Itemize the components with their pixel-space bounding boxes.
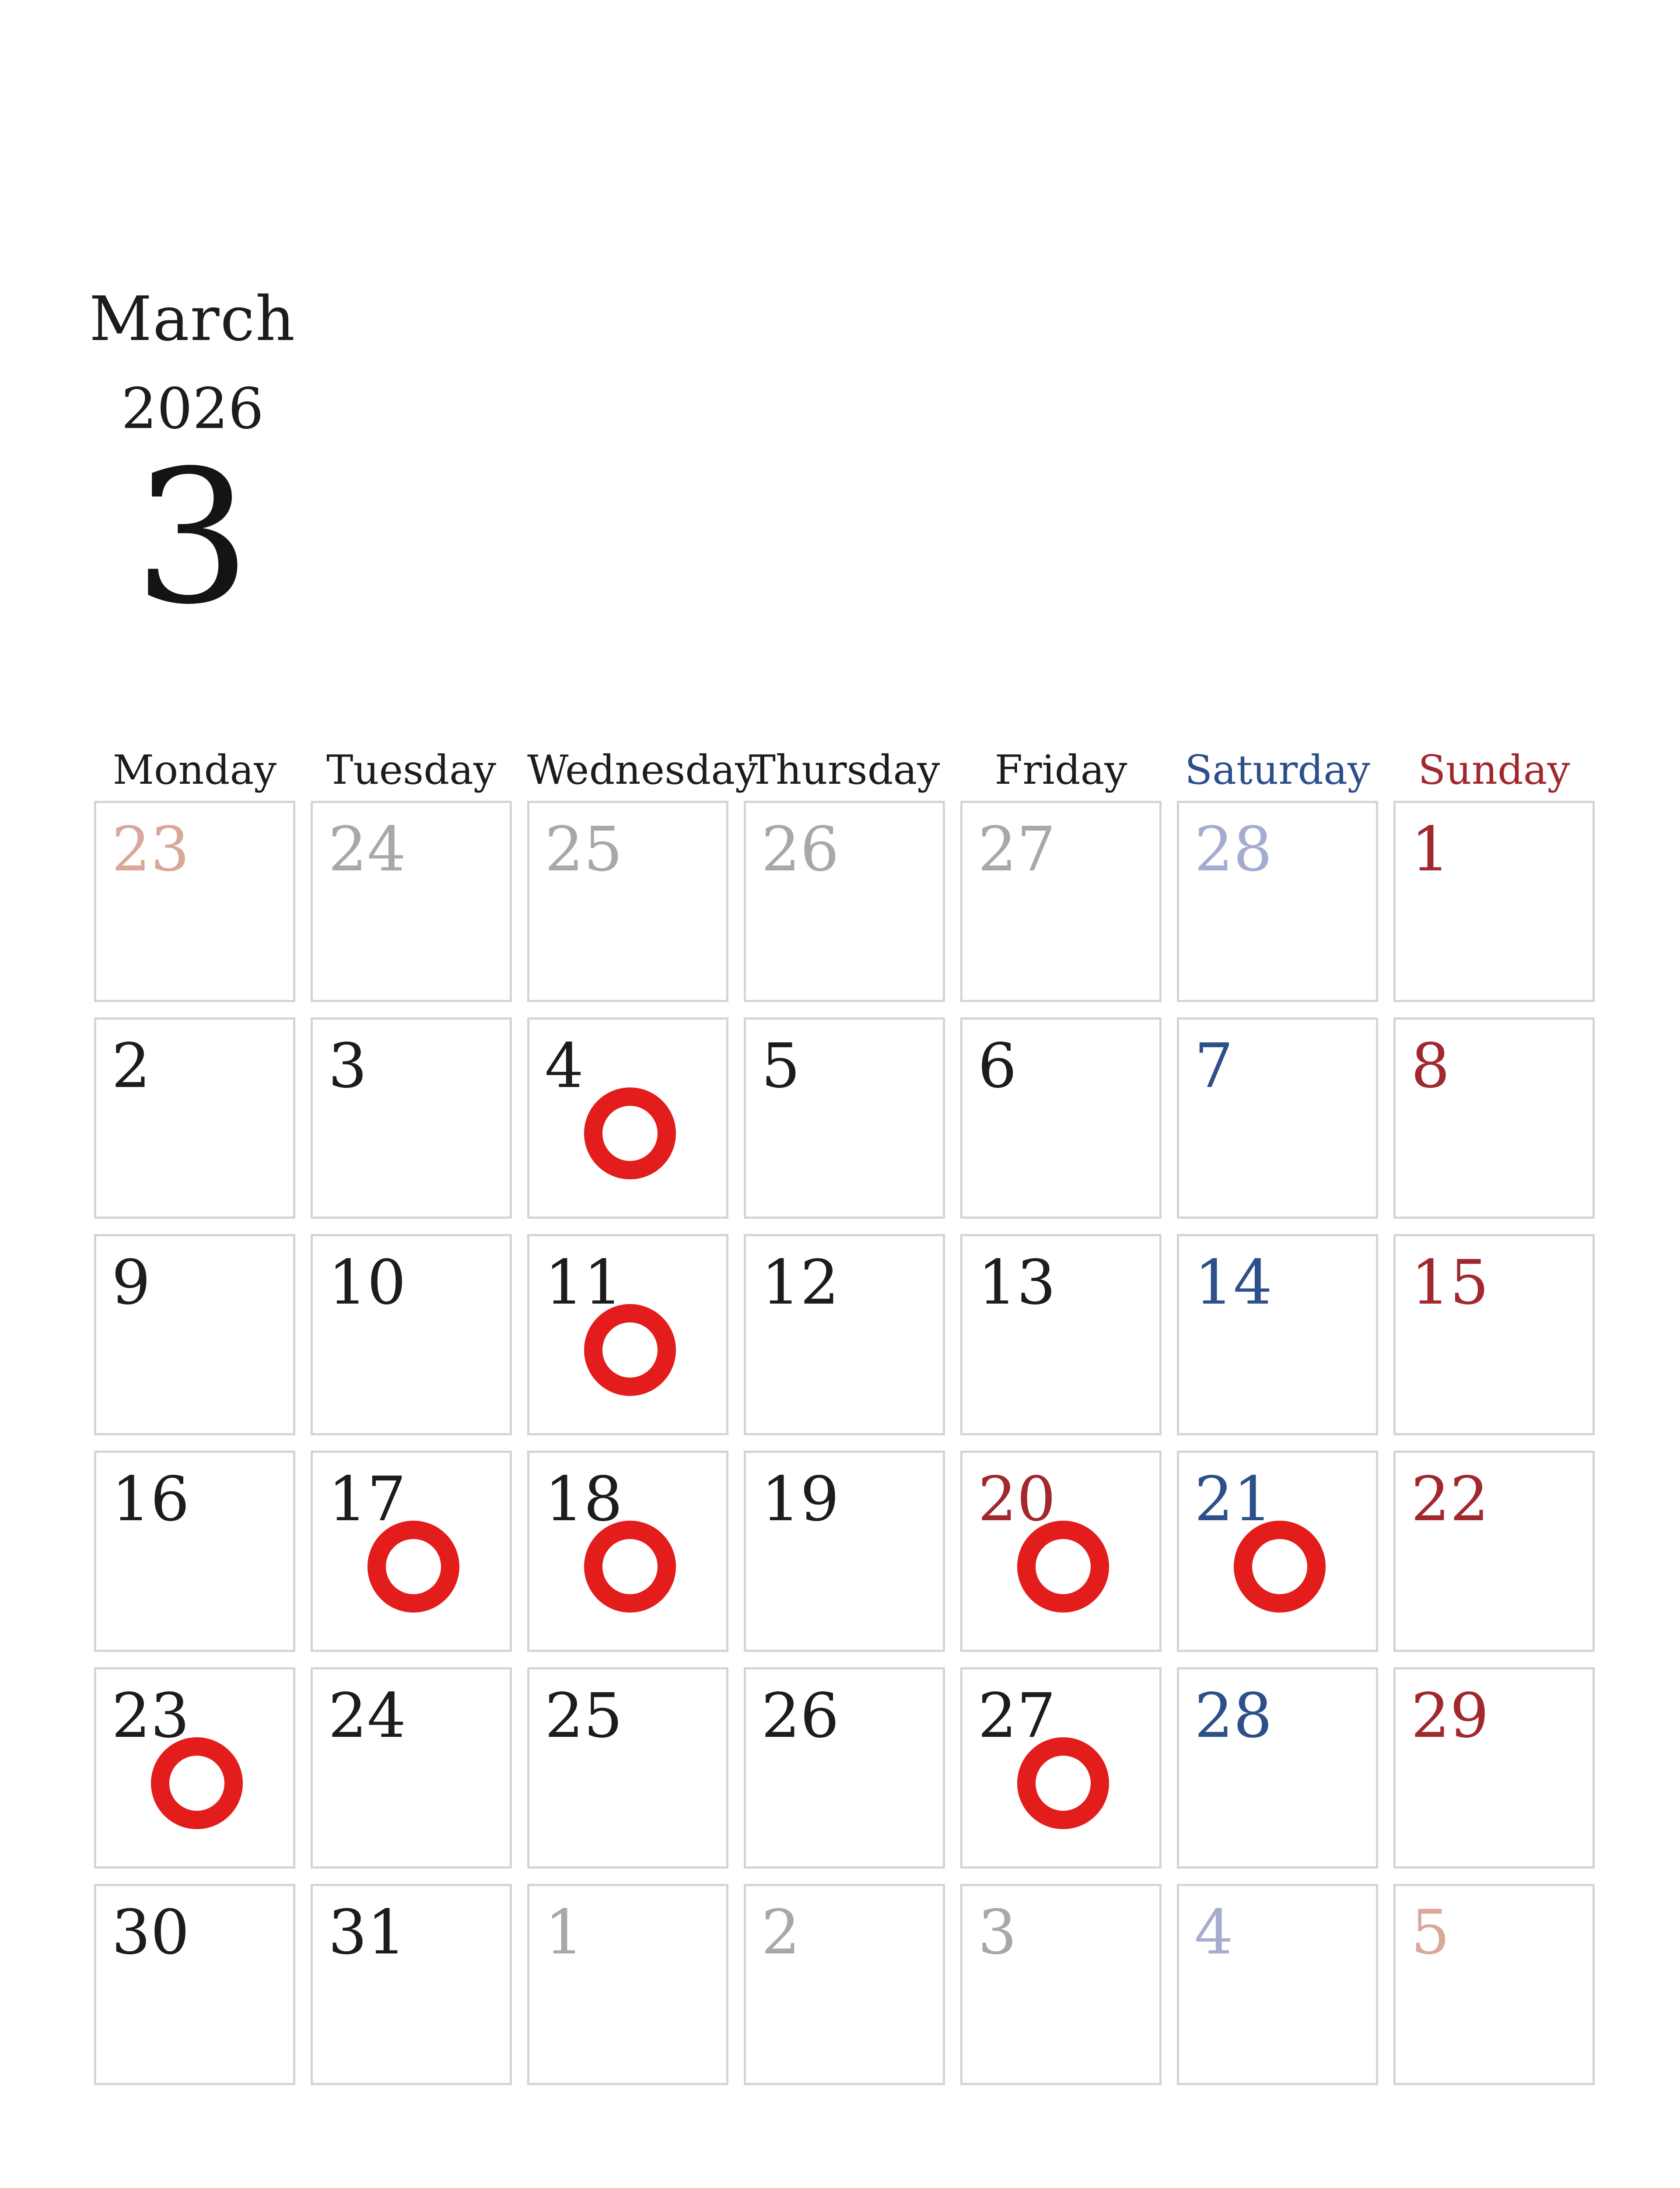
circle-mark-icon bbox=[1234, 1521, 1326, 1613]
day-cell[interactable] bbox=[960, 1884, 1162, 2085]
day-cell[interactable] bbox=[744, 1667, 945, 1869]
day-cell[interactable] bbox=[527, 1451, 728, 1652]
day-cell[interactable] bbox=[94, 1884, 295, 2085]
day-cell[interactable] bbox=[1393, 801, 1595, 1002]
weekday-wednesday: Wednesday bbox=[527, 747, 758, 793]
day-cell[interactable] bbox=[94, 1667, 295, 1869]
circle-mark-icon bbox=[368, 1521, 459, 1613]
weekday-sunday: Sunday bbox=[1418, 747, 1570, 793]
circle-mark-icon bbox=[584, 1087, 676, 1179]
day-number: 12 bbox=[761, 1247, 840, 1318]
day-cell[interactable] bbox=[960, 1017, 1162, 1219]
day-cell[interactable] bbox=[311, 1017, 512, 1219]
circle-mark-icon bbox=[1017, 1737, 1109, 1829]
day-number: 23 bbox=[112, 1680, 190, 1752]
weekday-header-row bbox=[94, 740, 1595, 801]
day-number: 8 bbox=[1411, 1031, 1450, 1102]
day-number: 21 bbox=[1194, 1464, 1273, 1535]
day-number: 31 bbox=[328, 1897, 406, 1968]
day-number: 14 bbox=[1194, 1247, 1273, 1318]
day-cell[interactable] bbox=[744, 1234, 945, 1435]
day-cell[interactable] bbox=[960, 1451, 1162, 1652]
weekday-tuesday: Tuesday bbox=[326, 747, 496, 793]
day-number: 15 bbox=[1411, 1247, 1489, 1318]
day-number: 24 bbox=[328, 814, 406, 885]
day-number: 28 bbox=[1194, 1680, 1273, 1752]
circle-mark-icon bbox=[584, 1521, 676, 1613]
day-cell[interactable] bbox=[1393, 1451, 1595, 1652]
day-number: 2 bbox=[761, 1897, 801, 1968]
day-number: 13 bbox=[978, 1247, 1056, 1318]
weekday-friday: Friday bbox=[994, 747, 1127, 793]
day-cell[interactable] bbox=[1393, 1234, 1595, 1435]
day-number: 26 bbox=[761, 1680, 840, 1752]
day-cell[interactable] bbox=[311, 1667, 512, 1869]
day-cell[interactable] bbox=[1177, 801, 1378, 1002]
day-number: 28 bbox=[1194, 814, 1273, 885]
day-number: 20 bbox=[978, 1464, 1056, 1535]
day-number: 10 bbox=[328, 1247, 406, 1318]
weekday-monday: Monday bbox=[112, 747, 277, 793]
circle-mark-icon bbox=[584, 1304, 676, 1396]
day-number: 25 bbox=[545, 814, 623, 885]
day-cell[interactable] bbox=[1177, 1667, 1378, 1869]
calendar-grid bbox=[94, 801, 1595, 2092]
circle-mark-icon bbox=[1017, 1521, 1109, 1613]
day-cell[interactable] bbox=[527, 801, 728, 1002]
day-cell[interactable] bbox=[744, 801, 945, 1002]
day-number: 1 bbox=[1411, 814, 1450, 885]
day-number: 29 bbox=[1411, 1680, 1489, 1752]
day-number: 26 bbox=[761, 814, 840, 885]
day-cell[interactable] bbox=[1177, 1884, 1378, 2085]
month-name: March bbox=[89, 284, 296, 355]
day-cell[interactable] bbox=[960, 801, 1162, 1002]
day-number: 18 bbox=[545, 1464, 623, 1535]
day-number: 9 bbox=[112, 1247, 151, 1318]
day-number: 17 bbox=[328, 1464, 406, 1535]
day-number: 2 bbox=[112, 1031, 151, 1102]
day-cell[interactable] bbox=[527, 1017, 728, 1219]
day-number: 19 bbox=[761, 1464, 840, 1535]
day-cell[interactable] bbox=[960, 1234, 1162, 1435]
day-cell[interactable] bbox=[1177, 1234, 1378, 1435]
day-number: 3 bbox=[978, 1897, 1017, 1968]
day-cell[interactable] bbox=[1393, 1884, 1595, 2085]
day-number: 22 bbox=[1411, 1464, 1489, 1535]
day-number: 4 bbox=[1194, 1897, 1234, 1968]
day-number: 27 bbox=[978, 814, 1056, 885]
day-cell[interactable] bbox=[94, 1234, 295, 1435]
day-number: 11 bbox=[545, 1247, 623, 1318]
day-cell[interactable] bbox=[744, 1884, 945, 2085]
day-number: 27 bbox=[978, 1680, 1056, 1752]
day-number: 30 bbox=[112, 1897, 190, 1968]
day-number: 5 bbox=[761, 1031, 801, 1102]
day-cell[interactable] bbox=[527, 1667, 728, 1869]
year: 2026 bbox=[121, 376, 264, 442]
day-cell[interactable] bbox=[311, 1451, 512, 1652]
day-cell[interactable] bbox=[1393, 1017, 1595, 1219]
day-cell[interactable] bbox=[1393, 1667, 1595, 1869]
day-number: 5 bbox=[1411, 1897, 1450, 1968]
day-cell[interactable] bbox=[94, 1451, 295, 1652]
day-cell[interactable] bbox=[960, 1667, 1162, 1869]
weekday-thursday: Thursday bbox=[749, 747, 940, 793]
day-cell[interactable] bbox=[1177, 1451, 1378, 1652]
day-number: 1 bbox=[545, 1897, 584, 1968]
day-cell[interactable] bbox=[1177, 1017, 1378, 1219]
day-number: 16 bbox=[112, 1464, 190, 1535]
day-number: 3 bbox=[328, 1031, 368, 1102]
day-cell[interactable] bbox=[527, 1884, 728, 2085]
day-cell[interactable] bbox=[744, 1451, 945, 1652]
month-number: 3 bbox=[134, 431, 251, 645]
day-number: 6 bbox=[978, 1031, 1017, 1102]
day-cell[interactable] bbox=[94, 1017, 295, 1219]
day-number: 25 bbox=[545, 1680, 623, 1752]
day-number: 4 bbox=[545, 1031, 584, 1102]
weekday-saturday: Saturday bbox=[1185, 747, 1370, 793]
circle-mark-icon bbox=[151, 1737, 243, 1829]
day-number: 23 bbox=[112, 814, 190, 885]
day-cell[interactable] bbox=[311, 801, 512, 1002]
day-cell[interactable] bbox=[311, 1234, 512, 1435]
day-number: 24 bbox=[328, 1680, 406, 1752]
calendar-header bbox=[79, 280, 306, 645]
day-cell[interactable] bbox=[744, 1017, 945, 1219]
day-cell[interactable] bbox=[527, 1234, 728, 1435]
day-cell[interactable] bbox=[94, 801, 295, 1002]
day-number: 7 bbox=[1194, 1031, 1234, 1102]
day-cell[interactable] bbox=[311, 1884, 512, 2085]
